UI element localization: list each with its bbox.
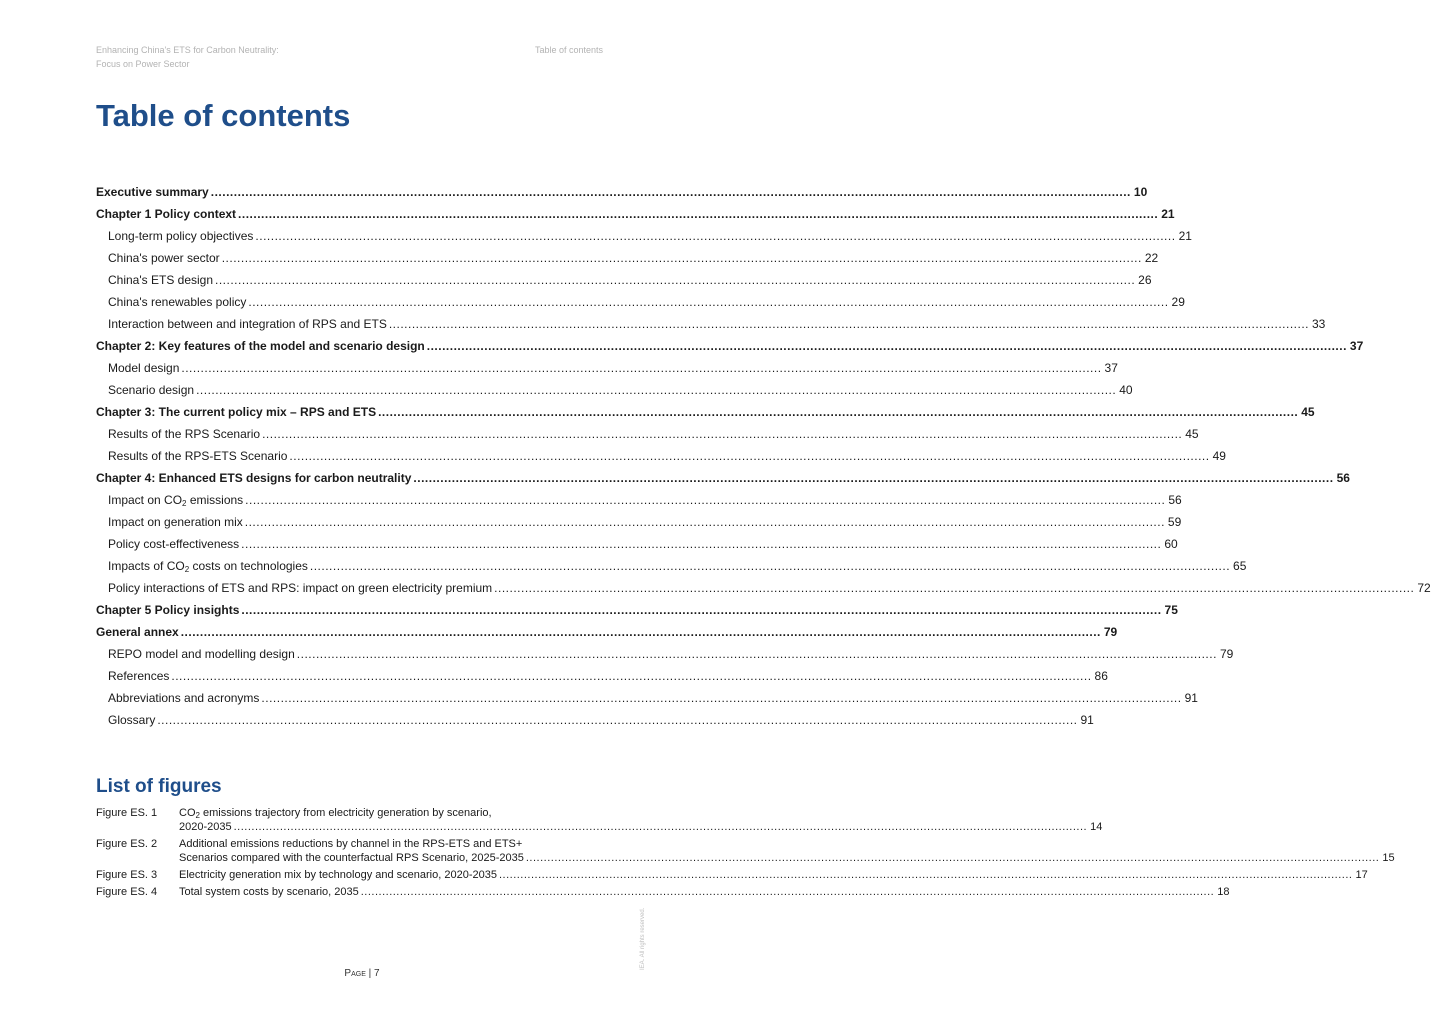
toc-entry[interactable] bbox=[96, 203, 1175, 225]
toc-leader-dots bbox=[297, 643, 1217, 665]
list-of-figures bbox=[96, 806, 1395, 902]
toc-leader-dots bbox=[289, 445, 1209, 467]
toc-entry[interactable] bbox=[96, 379, 1133, 401]
toc-entry-page: 45 bbox=[1185, 427, 1199, 441]
toc-entry-page: 26 bbox=[1138, 273, 1152, 287]
page-separator: | bbox=[368, 968, 372, 979]
toc-entry[interactable] bbox=[96, 687, 1198, 709]
toc-entry-title: Scenario design bbox=[108, 383, 195, 397]
figure-leader-dots bbox=[361, 885, 1214, 899]
toc-leader-dots bbox=[157, 709, 1077, 731]
figure-leader-dots bbox=[499, 868, 1352, 882]
toc-leader-dots bbox=[427, 335, 1347, 357]
toc-entry[interactable] bbox=[96, 247, 1159, 269]
toc-leader-dots bbox=[245, 489, 1165, 511]
toc-entry-page: 10 bbox=[1133, 185, 1148, 199]
toc-entry-page: 72 bbox=[1417, 581, 1431, 595]
toc-entry-title: References bbox=[108, 669, 170, 683]
toc-entry[interactable] bbox=[96, 621, 1118, 643]
toc-entry[interactable] bbox=[96, 533, 1178, 555]
figure-leader-dots bbox=[234, 820, 1087, 834]
figure-entry[interactable] bbox=[96, 885, 1230, 899]
toc-leader-dots bbox=[196, 379, 1116, 401]
figure-entry[interactable] bbox=[96, 837, 1395, 865]
page-title: Table of contents bbox=[96, 98, 351, 133]
figure-page: 17 bbox=[1355, 869, 1368, 881]
toc-entry-page: 79 bbox=[1219, 647, 1234, 661]
running-header-line1: Enhancing China's ETS for Carbon Neutrality: bbox=[96, 45, 279, 55]
toc-leader-dots bbox=[310, 555, 1230, 577]
toc-entry[interactable] bbox=[96, 291, 1185, 313]
toc-entry[interactable] bbox=[96, 511, 1182, 533]
figure-caption-line2: Electricity generation mix by technology and scenario, 2020-2035 bbox=[179, 869, 497, 881]
toc-entry-title: Impacts of $CO_2$ costs on technologies bbox=[108, 559, 308, 574]
running-header-title bbox=[96, 43, 356, 71]
toc-entry-page: 86 bbox=[1094, 669, 1108, 683]
toc-entry[interactable] bbox=[96, 269, 1152, 291]
toc-leader-dots bbox=[215, 269, 1135, 291]
toc-entry[interactable] bbox=[96, 357, 1118, 379]
toc-leader-dots bbox=[181, 621, 1101, 643]
toc-entry-title: Chapter 2: Key features of the model and scenario design bbox=[96, 339, 425, 353]
toc-entry[interactable] bbox=[96, 445, 1226, 467]
toc-entry-title: Policy cost-effectiveness bbox=[108, 537, 240, 551]
figure-page: 18 bbox=[1217, 886, 1230, 898]
page-label: Page bbox=[344, 968, 366, 979]
toc-entry-page: 91 bbox=[1080, 713, 1094, 727]
toc-leader-dots bbox=[241, 599, 1161, 621]
running-header-line2: Focus on Power Sector bbox=[96, 59, 190, 69]
toc-entry-page: 75 bbox=[1164, 603, 1178, 617]
toc-entry[interactable] bbox=[96, 401, 1315, 423]
toc-entry-title: Impact on $CO_2$ emissions bbox=[108, 493, 244, 508]
toc-entry[interactable] bbox=[96, 225, 1192, 247]
figure-caption-line2: 2020-2035 bbox=[179, 821, 232, 833]
running-header-section: Table of contents bbox=[535, 45, 604, 55]
toc-entry-title: Chapter 5 Policy insights bbox=[96, 603, 240, 617]
toc-entry-title: Chapter 1 Policy context bbox=[96, 207, 237, 221]
toc-entry[interactable] bbox=[96, 599, 1178, 621]
figure-caption-line2: Scenarios compared with the counterfactual RPS Scenario, 2025-2035 bbox=[179, 852, 524, 864]
toc-leader-dots bbox=[494, 577, 1414, 599]
toc-entry-title: China's power sector bbox=[108, 251, 220, 265]
copyright-note: IEA. All rights reserved. bbox=[640, 907, 646, 970]
figure-leader-dots bbox=[526, 851, 1379, 865]
toc-entry-title: Policy interactions of ETS and RPS: impact on green electricity premium bbox=[108, 581, 493, 595]
toc-entry-page: 60 bbox=[1164, 537, 1178, 551]
toc-entry-page: 49 bbox=[1212, 449, 1226, 463]
toc-leader-dots bbox=[248, 291, 1168, 313]
toc-entry-title: Impact on generation mix bbox=[108, 515, 243, 529]
toc-entry-page: 21 bbox=[1161, 207, 1175, 221]
toc-entry-page: 45 bbox=[1301, 405, 1315, 419]
toc-entry-title: Results of the RPS-ETS Scenario bbox=[108, 449, 288, 463]
toc-entry-page: 56 bbox=[1336, 471, 1350, 485]
toc-entry-title: Results of the RPS Scenario bbox=[108, 427, 261, 441]
toc-entry-page: 37 bbox=[1349, 339, 1364, 353]
toc-entry[interactable] bbox=[96, 181, 1148, 203]
page-footer bbox=[0, 968, 724, 979]
toc-entry-title: Long-term policy objectives bbox=[108, 229, 254, 243]
toc-leader-dots bbox=[238, 203, 1158, 225]
page-number: 7 bbox=[374, 968, 380, 979]
toc-entry-title: General annex bbox=[96, 625, 179, 639]
figure-entry[interactable] bbox=[96, 868, 1368, 882]
toc-entry-page: 33 bbox=[1312, 317, 1326, 331]
toc-leader-dots bbox=[222, 247, 1142, 269]
toc-entry-title: Interaction between and integration of RPS and ETS bbox=[108, 317, 387, 331]
toc-entry[interactable] bbox=[96, 709, 1094, 731]
toc-entry-title: Model design bbox=[108, 361, 180, 375]
toc-entry[interactable] bbox=[96, 643, 1234, 665]
toc-entry-title: China's renewables policy bbox=[108, 295, 247, 309]
figure-label: Figure ES. 1 bbox=[96, 807, 158, 819]
toc-entry[interactable] bbox=[96, 423, 1199, 445]
figure-label: Figure ES. 3 bbox=[96, 869, 158, 881]
toc-entry[interactable] bbox=[96, 335, 1364, 357]
toc-entry-page: 79 bbox=[1103, 625, 1118, 639]
figure-label: Figure ES. 2 bbox=[96, 838, 158, 850]
figure-label: Figure ES. 4 bbox=[96, 886, 158, 898]
toc-entry[interactable] bbox=[96, 577, 1431, 599]
toc-entry-page: 91 bbox=[1184, 691, 1198, 705]
toc-entry-page: 40 bbox=[1119, 383, 1133, 397]
toc-leader-dots bbox=[211, 181, 1131, 203]
toc-entry-title: China's ETS design bbox=[108, 273, 214, 287]
figure-entry[interactable] bbox=[96, 806, 1103, 834]
toc-entry-page: 59 bbox=[1167, 515, 1182, 529]
toc-leader-dots bbox=[261, 687, 1181, 709]
toc-entry-title: Executive summary bbox=[96, 185, 209, 199]
toc-entry[interactable] bbox=[96, 555, 1247, 577]
toc-entry-title: Chapter 3: The current policy mix – RPS and ETS bbox=[96, 405, 377, 419]
toc-entry-page: 22 bbox=[1144, 251, 1159, 265]
table-of-contents bbox=[96, 181, 1431, 731]
toc-leader-dots bbox=[413, 467, 1333, 489]
figure-caption-line2: Total system costs by scenario, 2035 bbox=[179, 886, 359, 898]
toc-entry-title: REPO model and modelling design bbox=[108, 647, 295, 661]
toc-entry-page: 29 bbox=[1171, 295, 1185, 309]
toc-leader-dots bbox=[389, 313, 1309, 335]
toc-entry-title: Chapter 4: Enhanced ETS designs for carbon neutrality bbox=[96, 471, 412, 485]
list-of-figures-heading: List of figures bbox=[96, 776, 222, 797]
toc-entry[interactable] bbox=[96, 467, 1350, 489]
toc-entry-title: Glossary bbox=[108, 713, 156, 727]
toc-entry-page: 21 bbox=[1178, 229, 1192, 243]
toc-entry-page: 56 bbox=[1168, 493, 1182, 507]
figure-page: 15 bbox=[1382, 852, 1395, 864]
toc-leader-dots bbox=[255, 225, 1175, 247]
figure-caption-line1: Additional emissions reductions by channel in the RPS-ETS and ETS+ bbox=[179, 838, 523, 850]
toc-leader-dots bbox=[245, 511, 1165, 533]
toc-entry[interactable] bbox=[96, 489, 1182, 511]
toc-entry[interactable] bbox=[96, 313, 1326, 335]
toc-entry-title: Abbreviations and acronyms bbox=[108, 691, 260, 705]
toc-leader-dots bbox=[171, 665, 1091, 687]
figure-caption-line1: $CO_2$ emissions trajectory from electricity generation by scenario, bbox=[179, 807, 492, 820]
figure-page: 14 bbox=[1090, 821, 1103, 833]
toc-leader-dots bbox=[181, 357, 1101, 379]
toc-entry-page: 37 bbox=[1104, 361, 1118, 375]
toc-leader-dots bbox=[262, 423, 1182, 445]
toc-leader-dots bbox=[378, 401, 1298, 423]
toc-leader-dots bbox=[241, 533, 1161, 555]
toc-entry[interactable] bbox=[96, 665, 1108, 687]
toc-entry-page: 65 bbox=[1233, 559, 1247, 573]
